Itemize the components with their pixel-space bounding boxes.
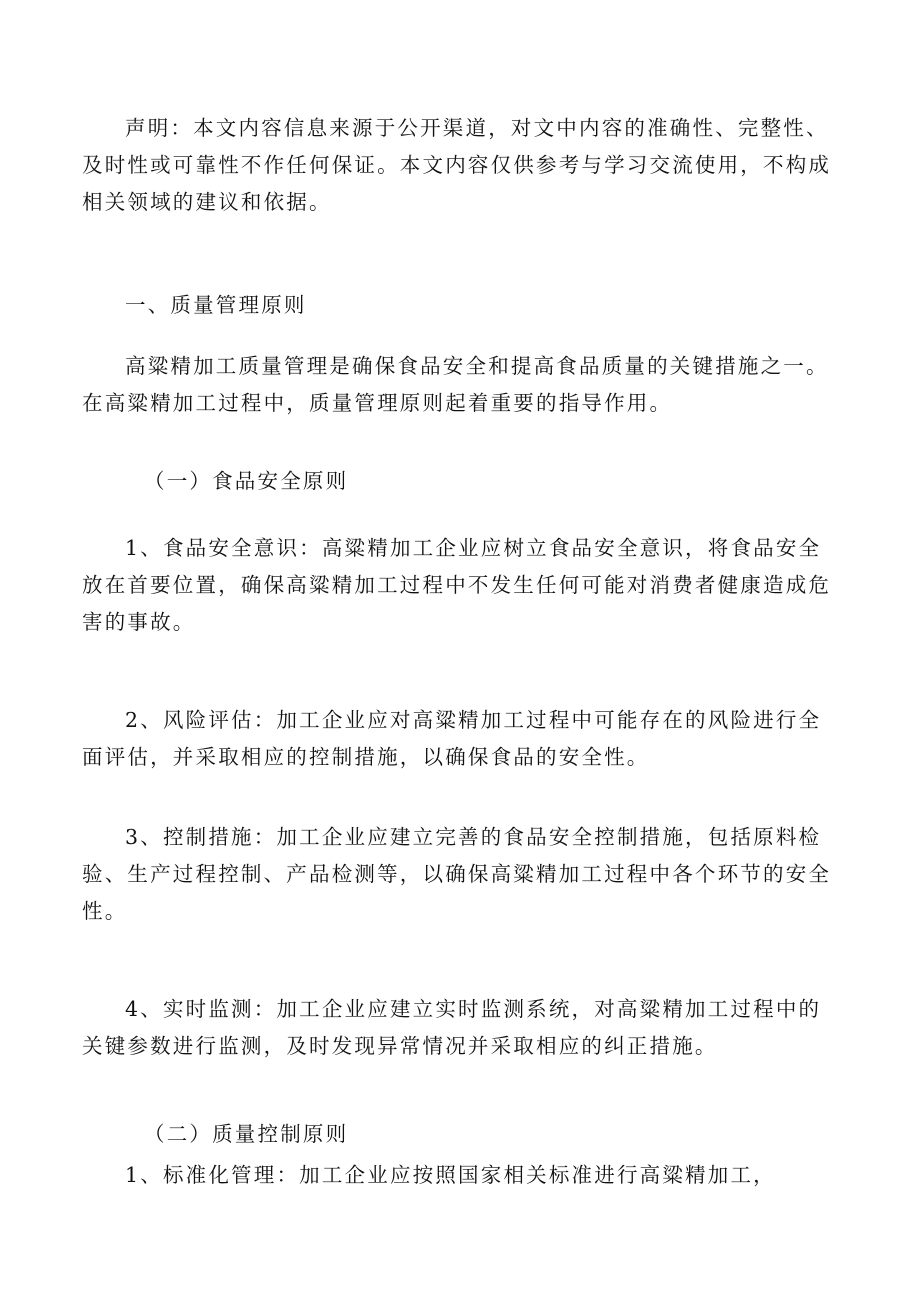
list-item-line: 1、标准化管理：加工企业应按照国家相关标准进行高粱精加工， <box>125 1163 776 1187</box>
subsection-heading-text: （二）质量控制原则 <box>144 1122 349 1146</box>
disclaimer-paragraph <box>82 110 852 221</box>
disclaimer-line: 声明：本文内容信息来源于公开渠道，对文中内容的准确性、完整性、 <box>125 116 829 140</box>
disclaimer-line: 相关领域的建议和依据。 <box>82 190 332 214</box>
list-item <box>82 991 852 1065</box>
subsection-heading <box>82 1116 852 1153</box>
list-item <box>82 1157 852 1194</box>
list-item-line: 害的事故。 <box>82 610 196 634</box>
list-item-line: 3、控制措施：加工企业应建立完善的食品安全控制措施，包括原料检 <box>125 825 822 849</box>
list-item-line: 放在首要位置，确保高粱精加工过程中不发生任何可能对消费者健康造成危 <box>82 573 832 597</box>
list-item-line: 性。 <box>82 899 128 923</box>
list-item <box>82 702 852 776</box>
intro-paragraph <box>82 348 852 422</box>
list-item-line: 4、实时监测：加工企业应建立实时监测系统，对高粱精加工过程中的 <box>125 997 822 1021</box>
list-item-line: 1、食品安全意识：高粱精加工企业应树立食品安全意识，将食品安全 <box>125 536 822 560</box>
list-item-line: 面评估，并采取相应的控制措施，以确保食品的安全性。 <box>82 745 650 769</box>
list-item-line: 关键参数进行监测，及时发现异常情况并采取相应的纠正措施。 <box>82 1034 718 1058</box>
list-item <box>82 530 852 641</box>
list-item-line: 2、风险评估：加工企业应对高粱精加工过程中可能存在的风险进行全 <box>125 708 822 732</box>
section-heading-text: 一、质量管理原则 <box>125 293 307 317</box>
subsection-heading <box>82 463 852 500</box>
disclaimer-line: 及时性或可靠性不作任何保证。本文内容仅供参考与学习交流使用，不构成 <box>82 153 832 177</box>
list-item <box>82 819 852 930</box>
intro-line: 在高粱精加工过程中，质量管理原则起着重要的指导作用。 <box>82 391 673 415</box>
section-heading <box>82 287 852 324</box>
intro-line: 高粱精加工质量管理是确保食品安全和提高食品质量的关键措施之一。 <box>125 354 829 378</box>
subsection-heading-text: （一）食品安全原则 <box>144 469 349 493</box>
list-item-line: 验、生产过程控制、产品检测等，以确保高粱精加工过程中各个环节的安全 <box>82 862 832 886</box>
